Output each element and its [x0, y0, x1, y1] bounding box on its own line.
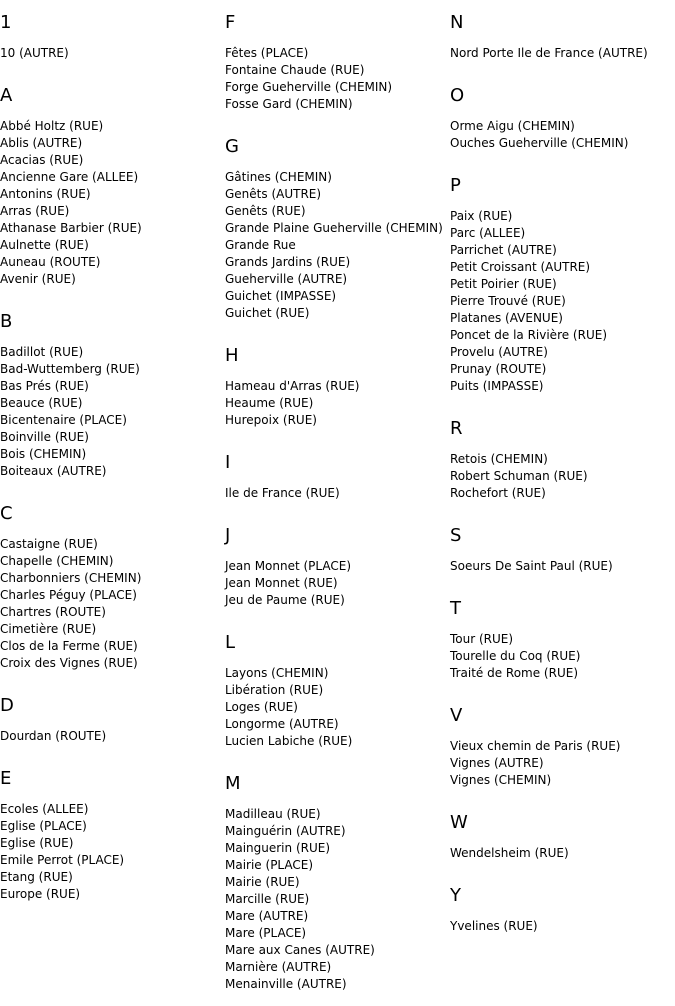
street-list [450, 845, 569, 862]
street-item: Lucien Labiche (RUE) [225, 734, 353, 748]
street-item: Layons (CHEMIN) [225, 666, 329, 680]
street-item: Soeurs De Saint Paul (RUE) [450, 559, 613, 573]
street-list [0, 536, 141, 672]
street-item: Nord Porte Ile de France (AUTRE) [450, 46, 648, 60]
street-item: Guichet (IMPASSE) [225, 289, 337, 303]
street-item: Paix (RUE) [450, 209, 513, 223]
street-list [0, 118, 142, 288]
letter-heading: A [0, 85, 13, 106]
street-item: Auneau (ROUTE) [0, 255, 101, 269]
street-item: Menainville (AUTRE) [225, 977, 347, 991]
street-list [0, 344, 140, 480]
street-item: Mainguerin (RUE) [225, 841, 331, 855]
letter-heading: S [450, 525, 462, 546]
letter-heading: J [225, 525, 231, 546]
street-item: Grande Plaine Gueherville (CHEMIN) [225, 221, 443, 235]
street-item: Bad-Wuttemberg (RUE) [0, 362, 140, 376]
street-list [225, 665, 352, 750]
street-list [450, 918, 538, 935]
street-item: Heaume (RUE) [225, 396, 314, 410]
street-list [225, 806, 375, 993]
street-item: Tourelle du Coq (RUE) [450, 649, 581, 663]
street-item: Vieux chemin de Paris (RUE) [450, 739, 621, 753]
street-item: Parc (ALLEE) [450, 226, 526, 240]
letter-heading: P [450, 175, 461, 196]
letter-heading: H [225, 345, 239, 366]
letter-heading: E [0, 768, 12, 789]
street-item: Provelu (AUTRE) [450, 345, 548, 359]
street-item: Mare aux Canes (AUTRE) [225, 943, 375, 957]
street-item: Croix des Vignes (RUE) [0, 656, 138, 670]
street-item: Antonins (RUE) [0, 187, 91, 201]
street-item: Chapelle (CHEMIN) [0, 554, 114, 568]
street-item: Hurepoix (RUE) [225, 413, 317, 427]
street-item: Vignes (CHEMIN) [450, 773, 552, 787]
street-list [225, 378, 360, 429]
street-item: Ablis (AUTRE) [0, 136, 83, 150]
street-list [225, 485, 340, 502]
letter-heading: Y [450, 885, 461, 906]
street-item: Acacias (RUE) [0, 153, 84, 167]
street-item: Orme Aigu (CHEMIN) [450, 119, 575, 133]
street-item: Ancienne Gare (ALLEE) [0, 170, 139, 184]
letter-heading: W [450, 812, 468, 833]
street-item: Petit Croissant (AUTRE) [450, 260, 591, 274]
street-item: Libération (RUE) [225, 683, 324, 697]
street-item: Vignes (AUTRE) [450, 756, 544, 770]
street-list [0, 728, 106, 745]
street-item: Etang (RUE) [0, 870, 73, 884]
street-item: Ouches Gueherville (CHEMIN) [450, 136, 629, 150]
street-list [450, 558, 613, 575]
street-list [450, 451, 588, 502]
street-item: Emile Perrot (PLACE) [0, 853, 125, 867]
street-item: Marnière (AUTRE) [225, 960, 332, 974]
street-item: Madilleau (RUE) [225, 807, 321, 821]
street-item: Dourdan (ROUTE) [0, 729, 107, 743]
street-item: Beauce (RUE) [0, 396, 83, 410]
street-item: Wendelsheim (RUE) [450, 846, 569, 860]
street-item: Genêts (AUTRE) [225, 187, 322, 201]
letter-heading: N [450, 12, 464, 33]
letter-heading: I [225, 452, 231, 473]
street-item: Athanase Barbier (RUE) [0, 221, 142, 235]
street-item: Tour (RUE) [450, 632, 514, 646]
street-item: Mairie (RUE) [225, 875, 300, 889]
street-item: Arras (RUE) [0, 204, 70, 218]
letter-heading: O [450, 85, 465, 106]
street-item: 10 (AUTRE) [0, 46, 69, 60]
street-item: Loges (RUE) [225, 700, 298, 714]
street-item: Mare (AUTRE) [225, 909, 309, 923]
street-list [0, 45, 69, 62]
letter-heading: D [0, 695, 14, 716]
street-item: Mainguérin (AUTRE) [225, 824, 346, 838]
street-item: Fosse Gard (CHEMIN) [225, 97, 353, 111]
street-item: Cimetière (RUE) [0, 622, 97, 636]
street-item: Bicentenaire (PLACE) [0, 413, 127, 427]
street-item: Mairie (PLACE) [225, 858, 314, 872]
street-item: Charbonniers (CHEMIN) [0, 571, 142, 585]
street-item: Jean Monnet (PLACE) [225, 559, 352, 573]
street-item: Prunay (ROUTE) [450, 362, 547, 376]
street-item: Bois (CHEMIN) [0, 447, 87, 461]
street-list [225, 558, 351, 609]
letter-heading: 1 [0, 12, 12, 33]
street-item: Jeu de Paume (RUE) [225, 593, 345, 607]
street-item: Clos de la Ferme (RUE) [0, 639, 138, 653]
street-item: Chartres (ROUTE) [0, 605, 106, 619]
letter-heading: M [225, 773, 241, 794]
letter-heading: L [225, 632, 236, 653]
street-item: Aulnette (RUE) [0, 238, 89, 252]
letter-heading: G [225, 136, 239, 157]
street-item: Europe (RUE) [0, 887, 81, 901]
street-item: Retois (CHEMIN) [450, 452, 548, 466]
letter-heading: C [0, 503, 13, 524]
street-item: Avenir (RUE) [0, 272, 76, 286]
street-item: Parrichet (AUTRE) [450, 243, 557, 257]
street-item: Gueherville (AUTRE) [225, 272, 348, 286]
street-item: Petit Poirier (RUE) [450, 277, 557, 291]
letter-heading: F [225, 12, 236, 33]
letter-heading: B [0, 311, 13, 332]
street-item: Eglise (RUE) [0, 836, 74, 850]
street-item: Rochefort (RUE) [450, 486, 546, 500]
street-item: Grands Jardins (RUE) [225, 255, 351, 269]
street-item: Traité de Rome (RUE) [450, 666, 578, 680]
street-item: Ecoles (ALLEE) [0, 802, 89, 816]
street-list [450, 45, 648, 62]
street-item: Forge Gueherville (CHEMIN) [225, 80, 393, 94]
letter-heading: V [450, 705, 463, 726]
street-item: Boinville (RUE) [0, 430, 89, 444]
street-list [450, 631, 580, 682]
street-item: Hameau d'Arras (RUE) [225, 379, 360, 393]
letter-heading: R [450, 418, 463, 439]
street-item: Marcille (RUE) [225, 892, 310, 906]
street-item: Longorme (AUTRE) [225, 717, 339, 731]
street-item: Yvelines (RUE) [450, 919, 538, 933]
street-list [0, 801, 124, 903]
street-item: Robert Schuman (RUE) [450, 469, 588, 483]
street-item: Abbé Holtz (RUE) [0, 119, 104, 133]
street-item: Bas Prés (RUE) [0, 379, 89, 393]
street-item: Guichet (RUE) [225, 306, 310, 320]
street-list [450, 208, 607, 395]
street-item: Gâtines (CHEMIN) [225, 170, 332, 184]
street-list [450, 118, 628, 152]
street-item: Platanes (AVENUE) [450, 311, 563, 325]
street-item: Fontaine Chaude (RUE) [225, 63, 365, 77]
street-item: Eglise (PLACE) [0, 819, 87, 833]
street-item: Grande Rue [225, 238, 296, 252]
street-item: Genêts (RUE) [225, 204, 306, 218]
street-item: Castaigne (RUE) [0, 537, 98, 551]
street-item: Pierre Trouvé (RUE) [450, 294, 566, 308]
street-item: Jean Monnet (RUE) [225, 576, 338, 590]
street-item: Puits (IMPASSE) [450, 379, 544, 393]
street-item: Mare (PLACE) [225, 926, 307, 940]
street-list [225, 45, 392, 113]
street-item: Charles Péguy (PLACE) [0, 588, 137, 602]
street-item: Badillot (RUE) [0, 345, 84, 359]
letter-heading: T [450, 598, 461, 619]
street-list [450, 738, 620, 789]
street-list [225, 169, 443, 322]
street-item: Poncet de la Rivière (RUE) [450, 328, 607, 342]
street-item: Boiteaux (AUTRE) [0, 464, 107, 478]
street-item: Fêtes (PLACE) [225, 46, 309, 60]
street-item: Ile de France (RUE) [225, 486, 340, 500]
